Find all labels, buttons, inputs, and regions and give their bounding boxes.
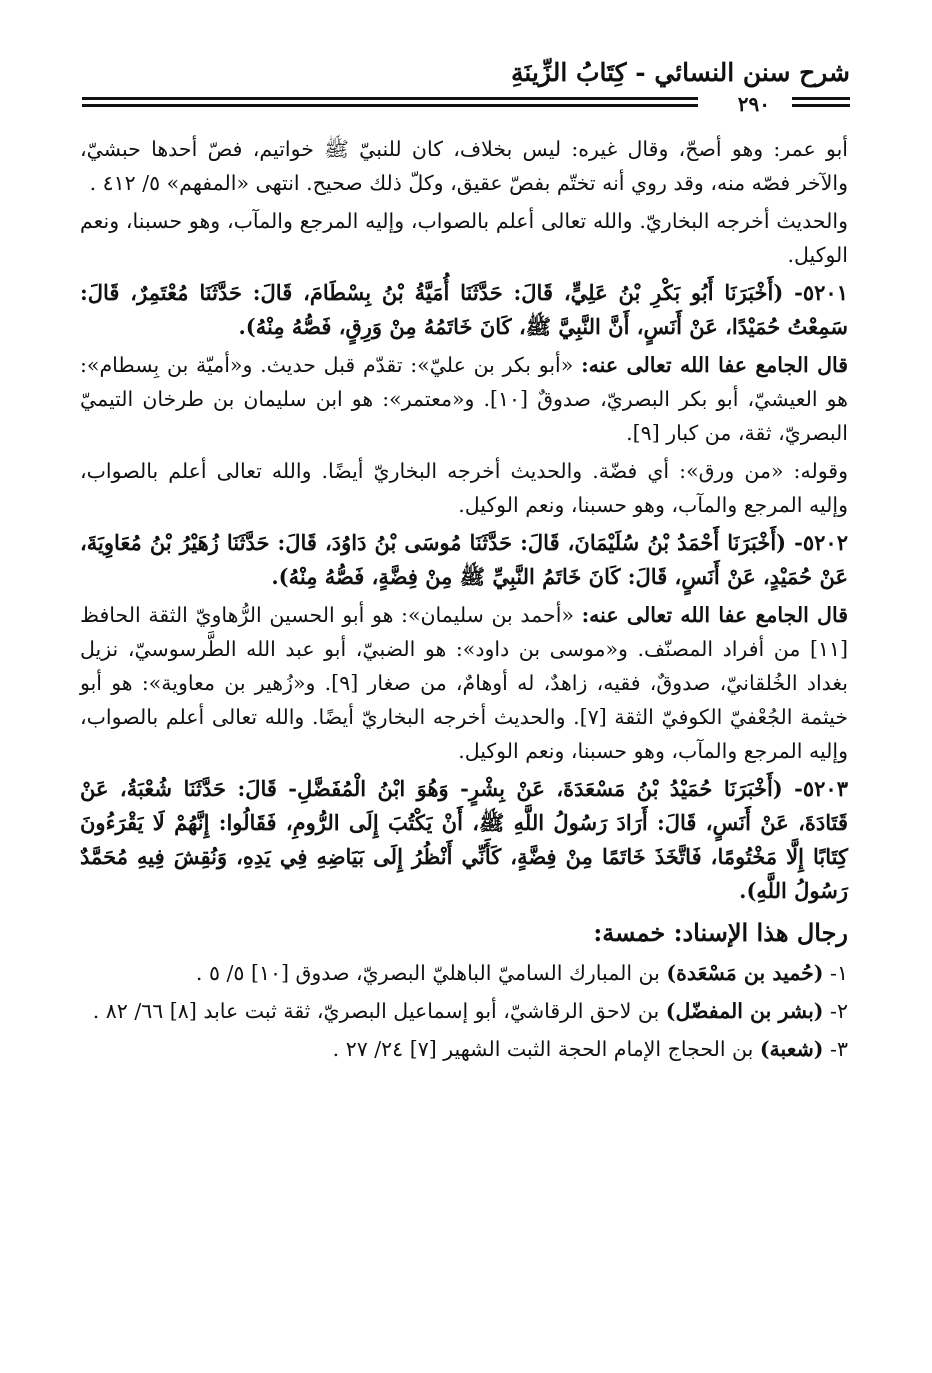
narrator-name: (شعبة) xyxy=(759,1037,824,1061)
header-rule xyxy=(82,97,698,100)
header-rule xyxy=(82,104,698,107)
header-rule-short xyxy=(792,104,850,107)
hadith-5202: ٥٢٠٢- (أَخْبَرَنَا أَحْمَدُ بْنُ سُلَيْمَانَ، قَالَ: حَدَّثَنَا مُوسَى بْنُ دَاوُدَ، قَالَ: حَدَّثَنَا زُهَيْرُ بْنُ مُعَاوِيَةَ، عَنْ حُمَيْدٍ، عَنْ أَنَسٍ، قَالَ: كَانَ خَاتَمُ النَّبِيِّ ﷺ مِنْ فِضَّةٍ، فَصُّهُ مِنْهُ). xyxy=(80,530,848,589)
narrator-number: ١- xyxy=(830,961,848,985)
commentary-text: «أبو بكر بن عليّ»: تقدّم قبل حديث. و«أميّة بن بِسطام»: هو العيشيّ، أبو بكر البصريّ، صدوقٌ [١٠]. و«معتمر»: هو ابن سليمان بن طرخان التيميّ البصريّ، ثقة، من كبار [٩]. xyxy=(80,353,848,445)
narrator-item xyxy=(80,1032,848,1066)
commentary-text: «أحمد بن سليمان»: هو أبو الحسين الرُّهاويّ الثقة الحافظ [١١] من أفراد المصنّف. و«موسى بن داود»: هو الضبيّ، أبو عبد الله الطَّرسوسيّ، نزيل بغداد الخُلقانيّ، صدوقٌ، فقيه، زاهدٌ، له أوهامٌ، من صغار [٩]. و«زُهير بن معاوية»: هو أبو خيثمة الجُعْفيّ الكوفيّ الثقة [٧]. والحديث أخرجه البخاريّ أيضًا. والله تعالى أعلم بالصواب، وإليه المرجع والمآب، وهو حسبنا، ونعم الوكيل. xyxy=(80,603,849,763)
narrator-text: بن المبارك الساميّ الباهليّ البصريّ، صدوق [١٠] ٥/ ٥ . xyxy=(195,961,667,985)
running-title: شرح سنن النسائي - كِتَابُ الزِّينَةِ xyxy=(511,58,850,87)
commentary-lead: قال الجامع عفا الله تعالى عنه: xyxy=(581,353,849,377)
page-header xyxy=(82,58,850,116)
paragraph: أبو عمر: وهو أصحّ، وقال غيره: ليس بخلاف، كان للنبيّ ﷺ خواتيم، فصّ أحدها حبشيّ، والآخر فصّه منه، وقد روي أنه تختّم بفصّ عقيق، وكلّ ذلك صحيح. انتهى «المفهم» ٥/ ٤١٢ . xyxy=(80,137,848,195)
commentary-5201 xyxy=(80,348,848,450)
narrator-number: ٢- xyxy=(830,999,848,1023)
hadith-5201: ٥٢٠١- (أَخْبَرَنَا أَبُو بَكْرِ بْنُ عَلِيٍّ، قَالَ: حَدَّثَنَا أُمَيَّةُ بْنُ بِسْطَامَ، قَالَ: حَدَّثَنَا مُعْتَمِرٌ، قَالَ: سَمِعْتُ حُمَيْدًا، عَنْ أَنَسٍ، أَنَّ النَّبِيَّ ﷺ، كَانَ خَاتَمُهُ مِنْ وَرِقٍ، فَصُّهُ مِنْهُ). xyxy=(80,280,848,339)
commentary-lead: قال الجامع عفا الله تعالى عنه: xyxy=(581,603,848,627)
paragraph: وقوله: «من ورق»: أي فضّة. والحديث أخرجه البخاريّ أيضًا. والله تعالى أعلم بالصواب، وإليه المرجع والمآب، وهو حسبنا، ونعم الوكيل. xyxy=(80,459,848,517)
header-rule-short xyxy=(792,97,850,100)
narrator-item xyxy=(80,994,848,1028)
page-number: ٢٩٠ xyxy=(737,92,770,116)
narrator-name: (حُميد بن مَسْعَدة) xyxy=(666,961,824,985)
section-title: رجال هذا الإسناد: خمسة: xyxy=(593,918,848,947)
commentary-5202 xyxy=(80,598,848,768)
narrator-item xyxy=(80,956,848,990)
narrator-text: بن لاحق الرقاشيّ، أبو إسماعيل البصريّ، ثقة ثبت عابد [٨] ٦٦/ ٨٢ . xyxy=(92,999,666,1023)
narrator-name: (بشر بن المفضّل) xyxy=(665,999,824,1023)
narrator-number: ٣- xyxy=(830,1037,848,1061)
hadith-5203: ٥٢٠٣- (أَخْبَرَنَا حُمَيْدُ بْنُ مَسْعَدَةَ، عَنْ بِشْرٍ- وَهُوَ ابْنُ الْمُفَضَّلِ- قَالَ: حَدَّثَنَا شُعْبَةُ، عَنْ قَتَادَةَ، عَنْ أَنَسٍ، قَالَ: أَرَادَ رَسُولُ اللَّهِ ﷺ، أَنْ يَكْتُبَ إِلَى الرُّومِ، فَقَالُوا: إِنَّهُمْ لَا يَقْرَءُونَ كِتَابًا إِلَّا مَخْتُومًا، فَاتَّخَذَ خَاتَمًا مِنْ فِضَّةٍ، كَأَنِّي أَنْظُرُ إِلَى بَيَاضِهِ فِي يَدِهِ، وَنُقِشَ فِيهِ مُحَمَّدٌ رَسُولُ اللَّهِ). xyxy=(80,776,848,903)
paragraph: والحديث أخرجه البخاريّ. والله تعالى أعلم بالصواب، وإليه المرجع والمآب، وهو حسبنا، ونعم الوكيل. xyxy=(80,209,848,267)
narrator-text: بن الحجاج الإمام الحجة الثبت الشهير [٧] ٢٤/ ٢٧ . xyxy=(332,1037,760,1061)
page-body xyxy=(80,132,848,1070)
